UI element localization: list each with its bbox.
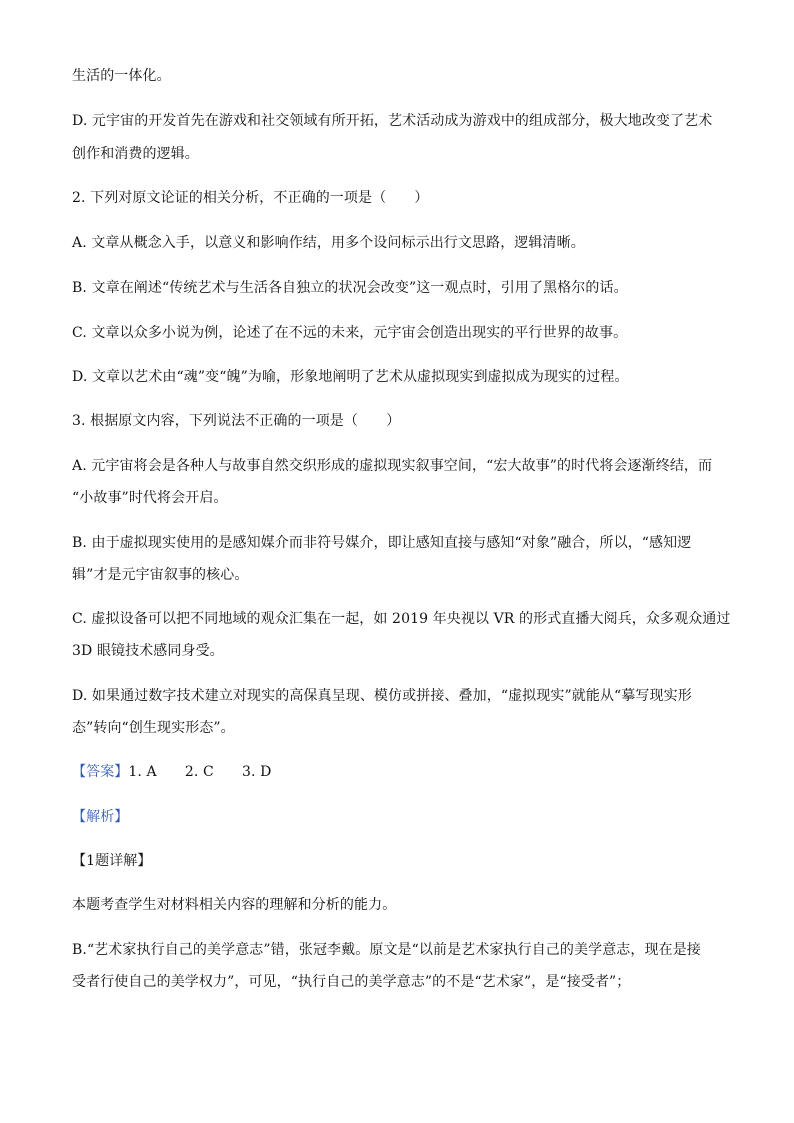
option-c-text: C. 文章以众多小说为例，论述了在不远的未来，元宇宙会创造出现实的平行世界的故事。: [72, 325, 628, 341]
detail-text: B.“艺术家执行自己的美学意志”错，张冠李戴。原文是“以前是艺术家执行自己的美学意志，现在是接: [72, 942, 701, 958]
answer-label: 【答案】: [72, 764, 129, 780]
option-a-text: A. 元宇宙将会是各种人与故事自然交织形成的虚拟现实叙事空间，“宏大故事”的时代将会逐渐终结，而: [72, 458, 713, 474]
text-line: 生活的一体化。: [72, 68, 171, 84]
answer-line: [72, 763, 722, 781]
detail-intro: 本题考查学生对材料相关内容的理解和分析的能力。: [72, 897, 397, 913]
option-c-text: C. 虚拟设备可以把不同地域的观众汇集在一起，如 2019 年央视以 VR 的形式直播大阅兵，众多观众通过: [72, 611, 731, 627]
option-d-text: D. 如果通过数字技术建立对现实的高保真呈现、模仿或拼接、叠加，“虚拟现实”就能从“摹写现实形: [72, 688, 692, 704]
question-2-stem: 2. 下列对原文论证的相关分析，不正确的一项是（ ）: [72, 190, 429, 206]
analysis-label: 【解析】: [72, 809, 129, 825]
text-line: 3D 眼镜技术感同身受。: [72, 643, 224, 659]
option-a-text: A. 文章从概念入手，以意义和影响作结，用多个设问标示出行文思路，逻辑清晰。: [72, 235, 585, 251]
text-line: “小故事”时代将会开启。: [72, 490, 228, 506]
text-line: 创作和消费的逻辑。: [72, 146, 199, 162]
text-line: 态”转向“创生现实形态”。: [72, 720, 235, 736]
detail-text: 受者行使自己的美学权力”，可见，“执行自己的美学意志”的不是“艺术家”，是“接受者”；: [72, 974, 631, 990]
question-3-stem: 3. 根据原文内容，下列说法不正确的一项是（ ）: [72, 413, 401, 429]
text-line: 辑”才是元宇宙叙事的核心。: [72, 567, 249, 583]
option-b-text: B. 文章在阐述“传统艺术与生活各自独立的状况会改变”这一观点时，引用了黑格尔的话。: [72, 280, 628, 296]
option-d-text: D. 文章以艺术由“魂”变“魄”为喻，形象地阐明了艺术从虚拟现实到虚拟成为现实的过程。: [72, 369, 629, 385]
option-d-text: D. 元宇宙的开发首先在游戏和社交领域有所开拓，艺术活动成为游戏中的组成部分，极大地改变了艺术: [72, 113, 713, 129]
question-1-detail-label: 【1题详解】: [72, 853, 152, 869]
option-b-text: B. 由于虚拟现实使用的是感知媒介而非符号媒介，即让感知直接与感知“对象”融合，所以，“感知逻: [72, 535, 692, 551]
answer-text: 1. A 2. C 3. D: [128, 764, 272, 780]
